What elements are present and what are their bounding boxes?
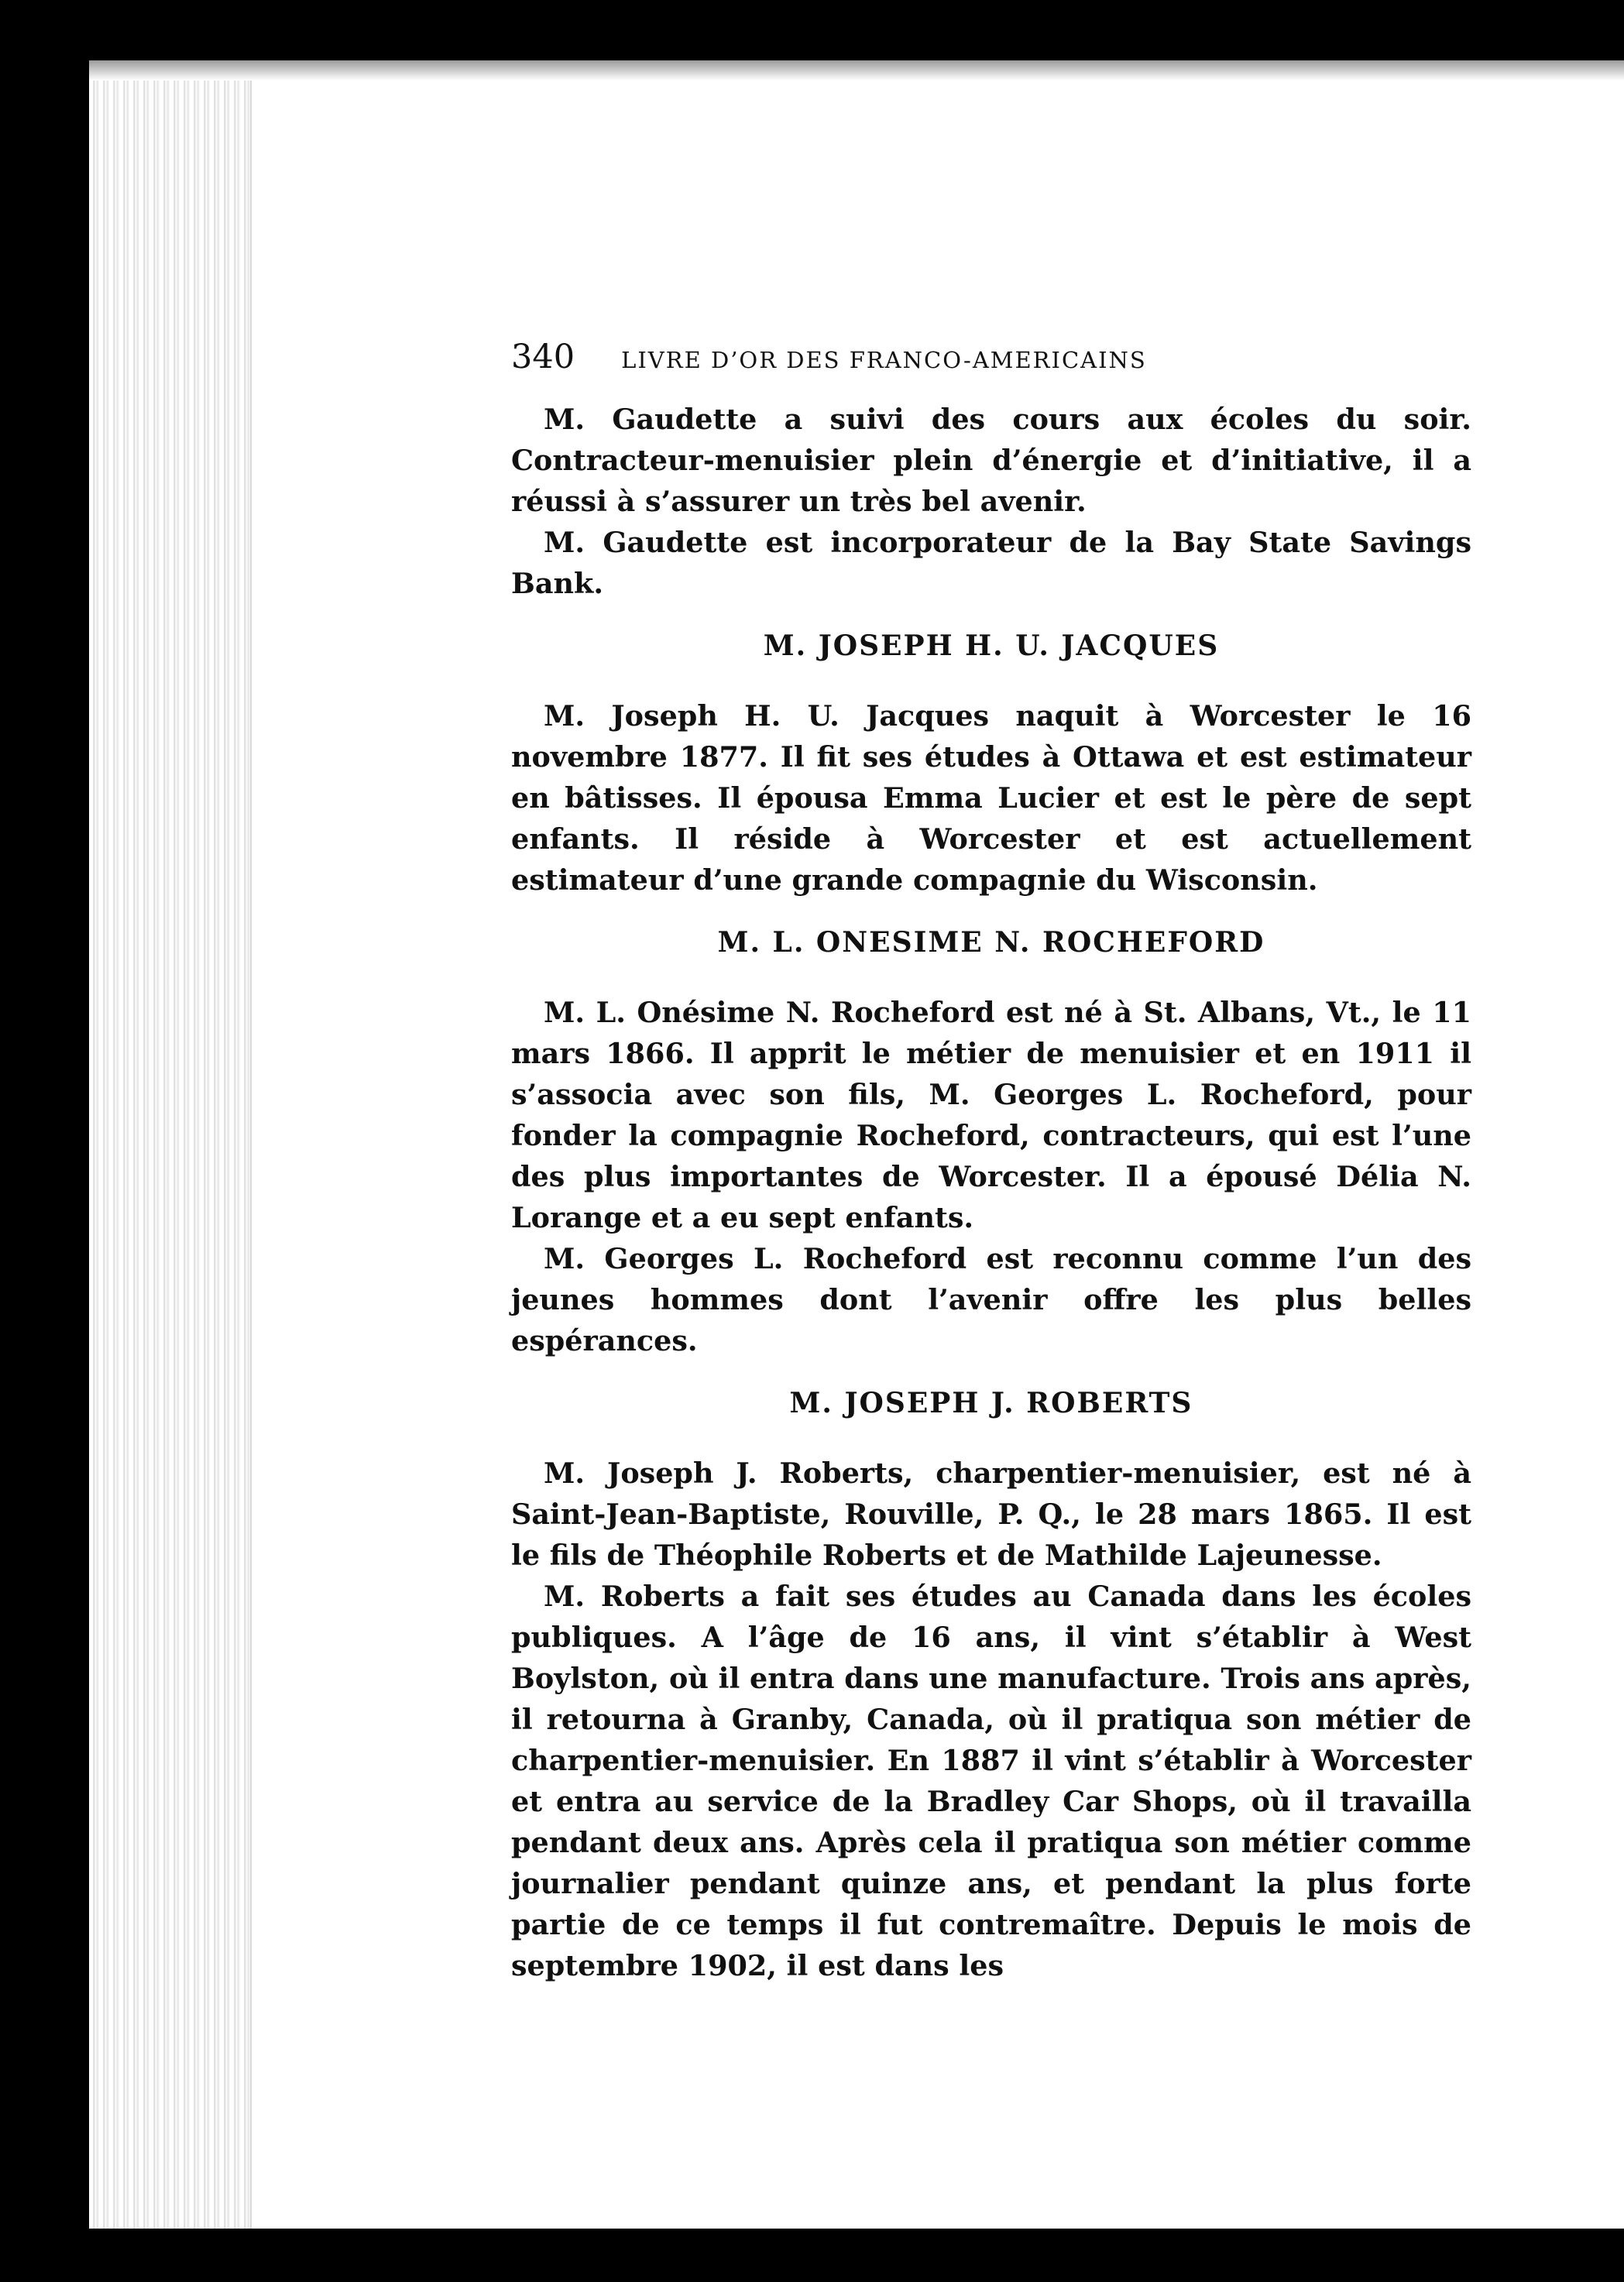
paragraph: M. Gaudette est incorporateur de la Bay State Savings Bank. (511, 526, 1471, 600)
paragraph: M. L. Onésime N. Rocheford est né à St. Albans, Vt., le 11 mars 1866. Il apprit le métier de menuisier et en 1911 il s’associa avec son fils, M. Georges L. Rocheford, pour fonder la compagnie Rocheford, contracteurs, qui est l’une des plus importantes de Worcester. Il a épousé Délia N. Lorange et a eu sept enfants. (511, 996, 1471, 1234)
paragraph: M. Gaudette a suivi des cours aux écoles du soir. Contracteur-menuisier plein d’énergie et d’initiative, il a réussi à s’assurer un très bel avenir. (511, 403, 1471, 518)
running-head (511, 337, 1471, 399)
page-top-shadow (89, 60, 1624, 81)
section-heading: M. L. ONESIME N. ROCHEFORD (717, 926, 1265, 959)
section-heading: M. JOSEPH H. U. JACQUES (763, 630, 1220, 662)
page-number: 340 (511, 338, 575, 376)
paragraph: M. Roberts a fait ses études au Canada dans les écoles publiques. A l’âge de 16 ans, il vint s’établir à West Boylston, où il entra dans une manufacture. Trois ans après, il retourna à Granby, Canada, où il pratiqua son métier de charpentier-menuisier. En 1887 il vint s’établir à Worcester et entra au service de la Bradley Car Shops, où il travailla pendant deux ans. Après cela il pratiqua son métier comme journalier pendant quinze ans, et pendant la plus forte partie de ce temps il fut contremaître. Depuis le mois de septembre 1902, il est dans les (511, 1580, 1471, 1982)
paragraph: M. Joseph J. Roberts, charpentier-menuisier, est né à Saint-Jean-Baptiste, Rouville, P. Q., le 28 mars 1865. Il est le fils de Théophile Roberts et de Mathilde Lajeunesse. (511, 1457, 1471, 1572)
paragraph: M. Georges L. Rocheford est reconnu comme l’un des jeunes hommes dont l’avenir offre les plus belles espérances. (511, 1242, 1471, 1357)
paragraph: M. Joseph H. U. Jacques naquit à Worcester le 16 novembre 1877. Il fit ses études à Ottawa et est estimateur en bâtisses. Il épousa Emma Lucier et est le père de sept enfants. Il réside à Worcester et est actuellement estimateur d’une grande compagnie du Wisconsin. (511, 699, 1471, 897)
text-block (511, 337, 1471, 1986)
page-edges (89, 60, 252, 2229)
section-heading: M. JOSEPH J. ROBERTS (789, 1387, 1193, 1419)
running-title: LIVRE D’OR DES FRANCO-AMERICAINS (621, 347, 1147, 373)
